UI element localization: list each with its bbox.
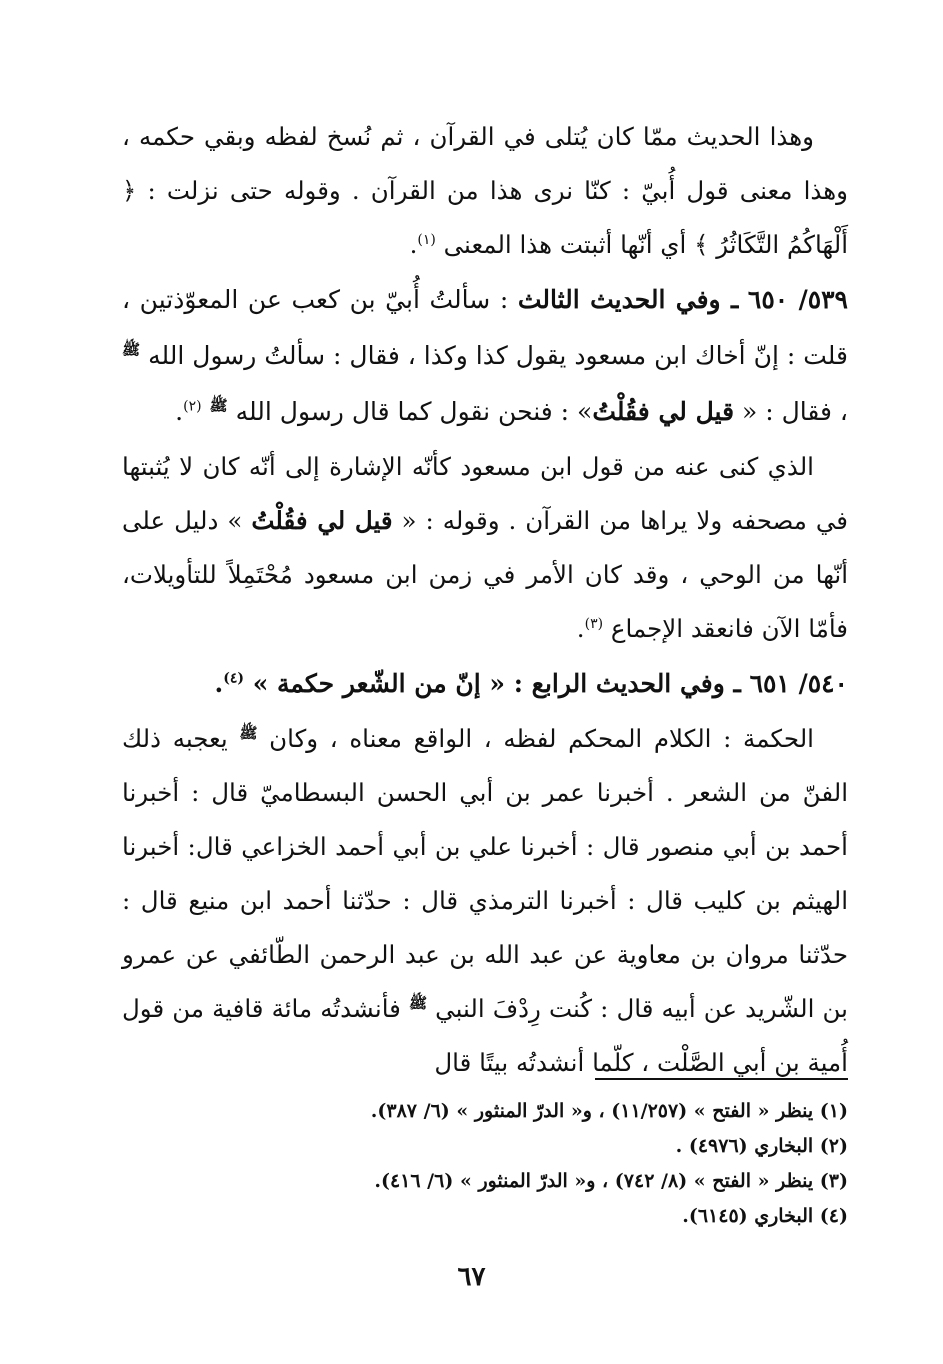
salla-symbol-icon: ﷺ bbox=[239, 723, 258, 742]
period: . bbox=[576, 614, 585, 643]
paragraph-text-c: فأنشدتُه مائة قافية من قول أُمية بن أبي الصَّلْت ، كلّما أنشدتُه بيتًا قال bbox=[122, 994, 848, 1077]
paragraph-text: وهذا الحديث ممّا كان يُتلى في القرآن ، ثم نُسخ لفظه وبقي حكمه ، وهذا معنى قول أُبيّ : كنّا نرى هذا من القرآن . وقوله حتى نزلت : ﴿ أَلْهَاكُمُ التَّكَاثُرُ ﴾ أي أنّها أثبتت هذا المعنى bbox=[122, 122, 848, 259]
footnotes bbox=[122, 1094, 848, 1234]
hadith-entry-539 bbox=[122, 272, 848, 440]
paragraph-text-a: الذي كنى عنه من قول ابن مسعود كأنّه الإشارة إلى أنّه كان لا يُثبتها في مصحفه ولا يراها من القرآن . وقوله : « bbox=[122, 452, 848, 535]
footnote-ref-1: (١) bbox=[417, 231, 436, 248]
hadith-quote-539: قيل لي فقُلْتُ bbox=[592, 397, 735, 426]
main-text bbox=[122, 110, 848, 1090]
hadith-number-539: ٥٣٩/ ٦٥٠ bbox=[747, 285, 848, 314]
footnote-1: (١) ينظر « الفتح » (١١/٢٥٧) ، و« الدرّ المنثور » (٦/ ٣٨٧). bbox=[370, 1100, 848, 1122]
paragraph-commentary-538 bbox=[122, 110, 848, 272]
footnote-3: (٣) ينظر « الفتح » (٨/ ٧٤٢) ، و« الدرّ المنثور » (٦/ ٤١٦). bbox=[374, 1170, 848, 1192]
footnote-ref-3: (٣) bbox=[584, 615, 604, 632]
paragraph-commentary-540 bbox=[122, 712, 848, 1090]
footnote-4: (٤) البخاري (٦١٤٥). bbox=[682, 1205, 848, 1227]
footnote-2: (٢) البخاري (٤٩٧٦) . bbox=[675, 1135, 848, 1157]
salla-symbol-icon: ﷺ bbox=[122, 340, 141, 359]
footnote-ref-4: (٤) bbox=[223, 670, 244, 687]
footnote-ref-2: (٢) bbox=[183, 398, 202, 415]
page-number: ٦٧ bbox=[457, 1262, 486, 1292]
period: . bbox=[175, 397, 184, 426]
hadith-label-539: ـ وفي الحديث الثالث bbox=[517, 285, 739, 314]
salla-symbol-icon: ﷺ bbox=[408, 993, 428, 1012]
paragraph-text-b: يعجبه ذلك الفنّ من الشعر . أخبرنا عمر بن أبي الحسن البسطاميّ قال : أخبرنا أحمد بن أبي منصور قال : أخبرنا علي بن أبي أحمد الخزاعي قال: أخبرنا الهيثم بن كليب قال : أخبرنا الترمذي قال : حدّثنا أحمد ابن منيع قال : حدّثنا مروان بن معاوية عن عبد الله بن عبد الرحمن الطّائفي عن عمرو بن الشّريد عن أبيه قال : كُنت رِدْفَ النبي bbox=[122, 724, 848, 1023]
salla-symbol-icon: ﷺ bbox=[209, 396, 228, 415]
period: . bbox=[409, 230, 418, 259]
footnote-divider bbox=[595, 1078, 848, 1080]
paragraph-text-a: الحكمة : الكلام المحكم لفظه ، الواقع معناه ، وكان bbox=[257, 724, 814, 753]
period: . bbox=[214, 669, 224, 698]
hadith-entry-540 bbox=[122, 656, 848, 712]
hadith-heading-540: ٥٤٠/ ٦٥١ ـ وفي الحديث الرابع : « إنّ من الشّعر حكمة » bbox=[252, 669, 848, 698]
quote-text: قيل لي فقُلْتُ bbox=[251, 506, 393, 535]
hadith-text-539-a: : سألتُ أُبيّ بن كعب عن المعوّذتين ، قلت : إنّ أخاك ابن مسعود يقول كذا وكذا ، فقال : سألتُ رسول الله bbox=[122, 285, 848, 370]
paragraph-commentary-539 bbox=[122, 440, 848, 656]
hadith-text-539-b: ، فقال : « bbox=[734, 397, 848, 426]
paragraph-text-b: » دليل على أنّها من الوحي ، وقد كان الأمر في زمن ابن مسعود مُحْتَمِلاً للتأويلات، فأمّا الآن فانعقد الإجماع bbox=[122, 506, 848, 643]
hadith-text-539-c: » : فنحن نقول كما قال رسول الله bbox=[227, 397, 593, 426]
